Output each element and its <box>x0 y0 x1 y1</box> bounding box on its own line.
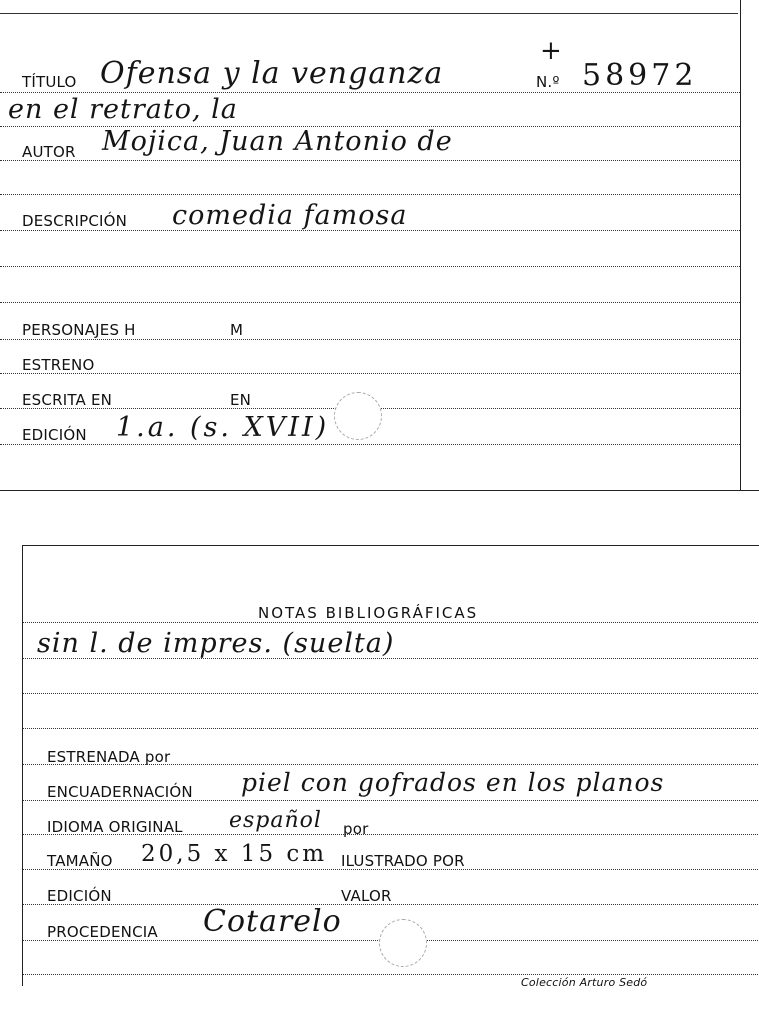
personajes-m-label: M <box>230 321 244 339</box>
tamano-value: 20,5 x 15 cm <box>141 841 328 867</box>
edicion-value: 1.a. (s. XVII) <box>116 412 330 443</box>
estrenada-label: ESTRENADA por <box>47 748 171 766</box>
top-rule <box>0 13 738 14</box>
idioma-label: IDIOMA ORIGINAL <box>47 818 183 836</box>
edicion-label: EDICIÓN <box>22 426 87 444</box>
titulo-value-2: en el retrato, la <box>8 94 238 125</box>
punch-hole <box>334 392 382 440</box>
back-edicion-label: EDICIÓN <box>47 887 112 905</box>
tamano-label: TAMAÑO <box>47 852 113 870</box>
autor-label: AUTOR <box>22 143 76 161</box>
numero-mark: + <box>540 36 563 66</box>
card-separator <box>0 490 759 491</box>
descripcion-label: DESCRIPCIÓN <box>22 212 128 230</box>
autor-value: Mojica, Juan Antonio de <box>102 126 453 157</box>
valor-label: VALOR <box>341 887 392 905</box>
descripcion-value: comedia famosa <box>172 200 408 231</box>
notas-title-line <box>23 622 759 623</box>
coleccion-label: Colección Arturo Sedó <box>521 976 648 989</box>
estreno-label: ESTRENO <box>22 356 95 374</box>
procedencia-value: Cotarelo <box>203 904 342 939</box>
catalog-card-back <box>22 545 759 989</box>
numero-value: 58972 <box>582 58 698 93</box>
titulo-value: Ofensa y la venganza <box>100 56 444 91</box>
titulo-label: TÍTULO <box>22 73 77 91</box>
numero-label: N.º <box>536 73 560 91</box>
idioma-value: español <box>229 808 322 833</box>
notas-line-3 <box>23 728 759 729</box>
procedencia-label: PROCEDENCIA <box>47 923 158 941</box>
autor-line <box>0 160 740 161</box>
descripcion-line-2 <box>0 266 740 267</box>
notas-value: sin l. de impres. (suelta) <box>37 628 395 659</box>
edicion-line <box>0 444 740 445</box>
idioma-por: por <box>343 820 369 838</box>
estreno-line <box>0 373 740 374</box>
personajes-h-label: PERSONAJES H <box>22 321 136 339</box>
footer-line <box>23 974 759 975</box>
ilustrado-label: ILUSTRADO POR <box>341 852 465 870</box>
catalog-card-front <box>0 0 741 490</box>
encuadernacion-label: ENCUADERNACIÓN <box>47 783 193 801</box>
escrita-en2-label: EN <box>230 391 252 409</box>
descripcion-line-3 <box>0 302 740 303</box>
notas-title: NOTAS BIBLIOGRÁFICAS <box>258 604 479 622</box>
encuadernacion-value: piel con gofrados en los planos <box>241 768 665 797</box>
back-punch-hole <box>379 919 427 967</box>
autor-line-2 <box>0 194 740 195</box>
notas-line-2 <box>23 693 759 694</box>
escrita-en-label: ESCRITA EN <box>22 391 113 409</box>
personajes-line <box>0 339 740 340</box>
